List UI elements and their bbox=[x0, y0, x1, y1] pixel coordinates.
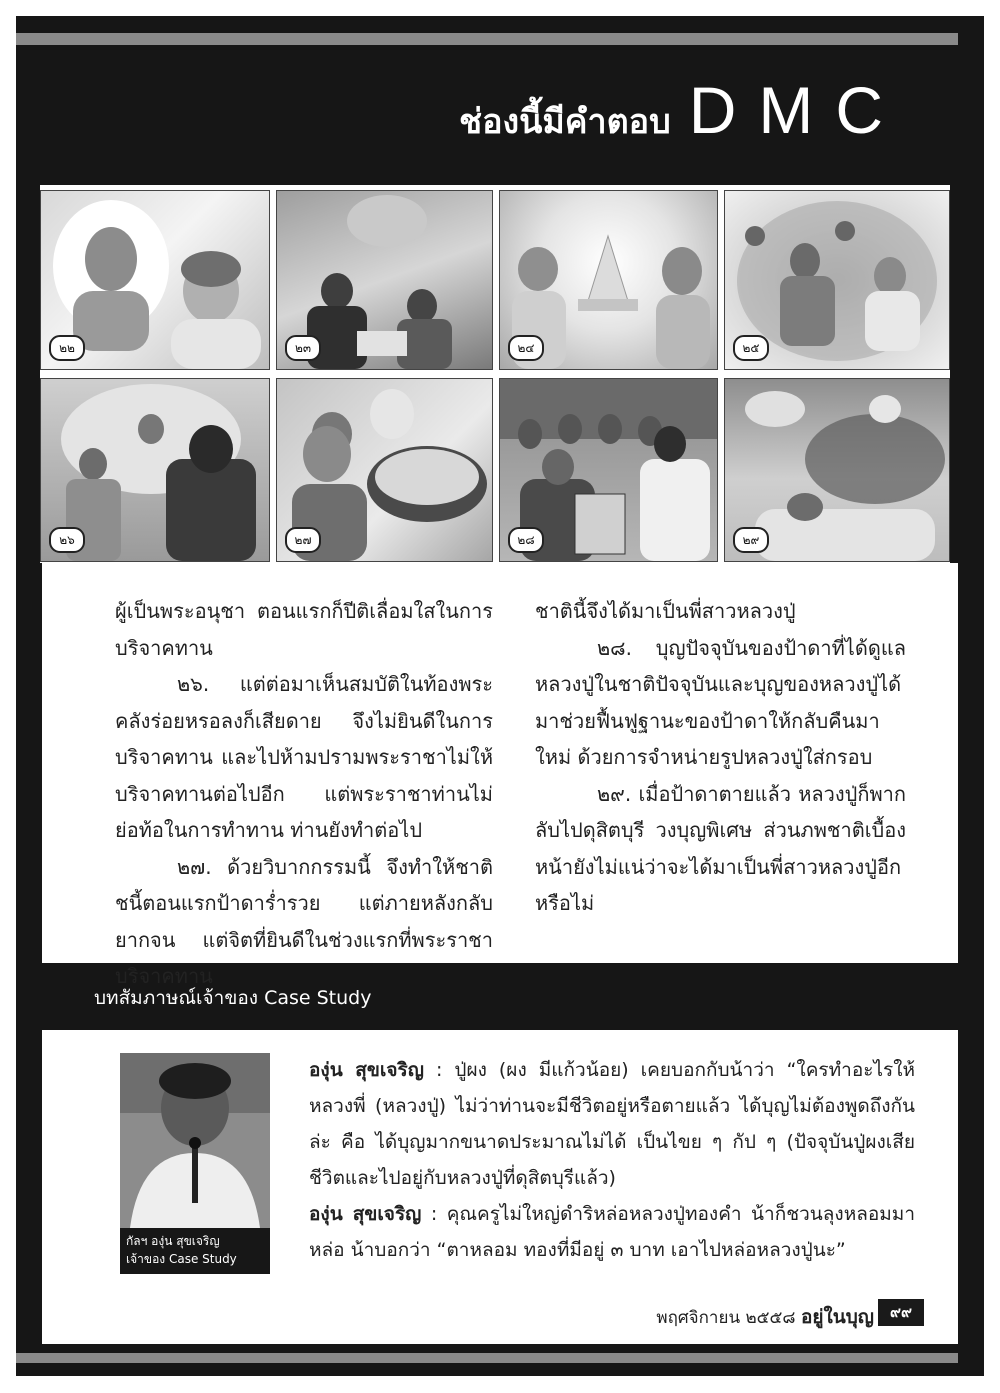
speaker-name: องุ่น สุขเจริญ bbox=[309, 1203, 422, 1225]
caption-role: เจ้าของ Case Study bbox=[126, 1252, 237, 1266]
quote-text: คุณครูไม่ใหญ่ดำริหล่อหลวงปู่ทองคำ น้าก็ชวนลุงหลอมมาหล่อ น้าบอกว่า “ตาหลอม ทองที่มีอยู่ ๓ บาท เอาไปหล่อหลวงปู่นะ” bbox=[309, 1203, 915, 1261]
footer-text bbox=[656, 1302, 874, 1332]
title-dmc: DMC bbox=[688, 73, 905, 147]
title-thai: ช่องนี้มีคำตอบ bbox=[459, 102, 671, 142]
interview-section-title: บทสัมภาษณ์เจ้าของ Case Study bbox=[94, 987, 372, 1009]
caption-name: กัลฯ องุ่น สุขเจริญ bbox=[126, 1234, 220, 1248]
article-body bbox=[42, 563, 958, 988]
paragraph: ๒๖. แต่ต่อมาเห็นสมบัติในท้องพระคลังร่อยหรอลงก็เสียดาย จึงไม่ยินดีในการบริจาคทาน และไปห้ามปรามพระราชาไม่ให้บริจาคทานต่อไปอีก แต่พระราชาท่านไม่ย่อท้อในการทำทาน ท่านยังทำต่อไป bbox=[115, 672, 493, 842]
illustration-number: ๒๙ bbox=[733, 527, 769, 553]
illustration-number: ๒๘ bbox=[508, 527, 544, 553]
illustration-28 bbox=[499, 378, 718, 562]
page-footer bbox=[42, 1282, 958, 1344]
illustration-number: ๒๓ bbox=[285, 335, 321, 361]
page-number: ๙๙ bbox=[878, 1299, 924, 1326]
illustration-number: ๒๕ bbox=[733, 335, 769, 361]
paragraph: ผู้เป็นพระอนุชา ตอนแรกก็ปีติเลื่อมใสในการบริจาคทาน bbox=[115, 599, 493, 660]
illustration-24 bbox=[499, 190, 718, 370]
interview-quote-2 bbox=[309, 1196, 915, 1268]
article-column-left bbox=[115, 593, 493, 995]
illustration-23 bbox=[276, 190, 493, 370]
photo-caption bbox=[120, 1228, 270, 1274]
illustration-number: ๒๖ bbox=[49, 527, 85, 553]
interviewee-photo-image bbox=[120, 1053, 270, 1228]
issue-date: พฤศจิกายน ๒๕๕๘ bbox=[656, 1308, 796, 1328]
paragraph: ๒๗. ด้วยวิบากกรรมนี้ จึงทำให้ชาติชนี้ตอนแรกป้าดาร่ำรวย แต่ภายหลังกลับยากจน แต่จิตที่ยินดีในช่วงแรกที่พระราชาบริจาคทาน bbox=[115, 854, 493, 988]
paragraph: ๒๙. เมื่อป้าดาตายแล้ว หลวงปู่ก็พากลับไปดุสิตบุรี วงบุญพิเศษ ส่วนภพชาติเบื้องหน้ายังไม่แน่ว่าจะได้มาเป็นพี่สาวหลวงปู่อีกหรือไม่ bbox=[535, 781, 906, 915]
interviewee-photo bbox=[120, 1053, 270, 1228]
illustration-number: ๒๒ bbox=[49, 335, 85, 361]
bottom-bar bbox=[16, 1353, 958, 1363]
article-column-right bbox=[535, 593, 906, 922]
illustration-25 bbox=[724, 190, 950, 370]
interview-section bbox=[42, 1030, 958, 1282]
illustration-number: ๒๗ bbox=[285, 527, 321, 553]
quote-text: ปู่ผง (ผง มีแก้วน้อย) เคยบอกกับน้าว่า “ใครทำอะไรให้หลวงพี่ (หลวงปู่) ไม่ว่าท่านจะมีชีวิตอยู่หรือตายแล้ว ได้บุญไม่ต้องพูดถึงกันล่ะ คือ ได้บุญมากขนาดประมาณไม่ได้ เป็นไขย ๆ กัป ๆ (ปัจจุบันปู่ผงเสียชีวิตและไปอยู่กับหลวงปู่ที่ดุสิตบุรีแล้ว) bbox=[309, 1059, 916, 1189]
interview-quote-1 bbox=[309, 1052, 915, 1196]
illustration-29 bbox=[724, 378, 950, 562]
illustration-22 bbox=[40, 190, 270, 370]
illustration-26 bbox=[40, 378, 270, 562]
magazine-name: อยู่ในบุญ bbox=[800, 1306, 874, 1328]
page-title bbox=[459, 72, 905, 148]
interview-text bbox=[309, 1052, 915, 1268]
speaker-separator: : bbox=[423, 1059, 455, 1081]
illustration-27 bbox=[276, 378, 493, 562]
paragraph: ชาตินี้จึงได้มาเป็นพี่สาวหลวงปู่ bbox=[535, 599, 796, 623]
illustration-gallery bbox=[40, 185, 950, 563]
top-bar bbox=[16, 33, 958, 45]
illustration-number: ๒๔ bbox=[508, 335, 544, 361]
speaker-name: องุ่น สุขเจริญ bbox=[309, 1059, 424, 1081]
speaker-separator: : bbox=[421, 1203, 447, 1225]
paragraph: ๒๘. บุญปัจจุบันของป้าดาที่ได้ดูแลหลวงปู่ในชาติปัจจุบันและบุญของหลวงปู่ได้มาช่วยฟื้นฟูฐานะของป้าดาให้กลับคืนมาใหม่ ด้วยการจำหน่ายรูปหลวงปู่ใส่กรอบ bbox=[535, 635, 906, 769]
